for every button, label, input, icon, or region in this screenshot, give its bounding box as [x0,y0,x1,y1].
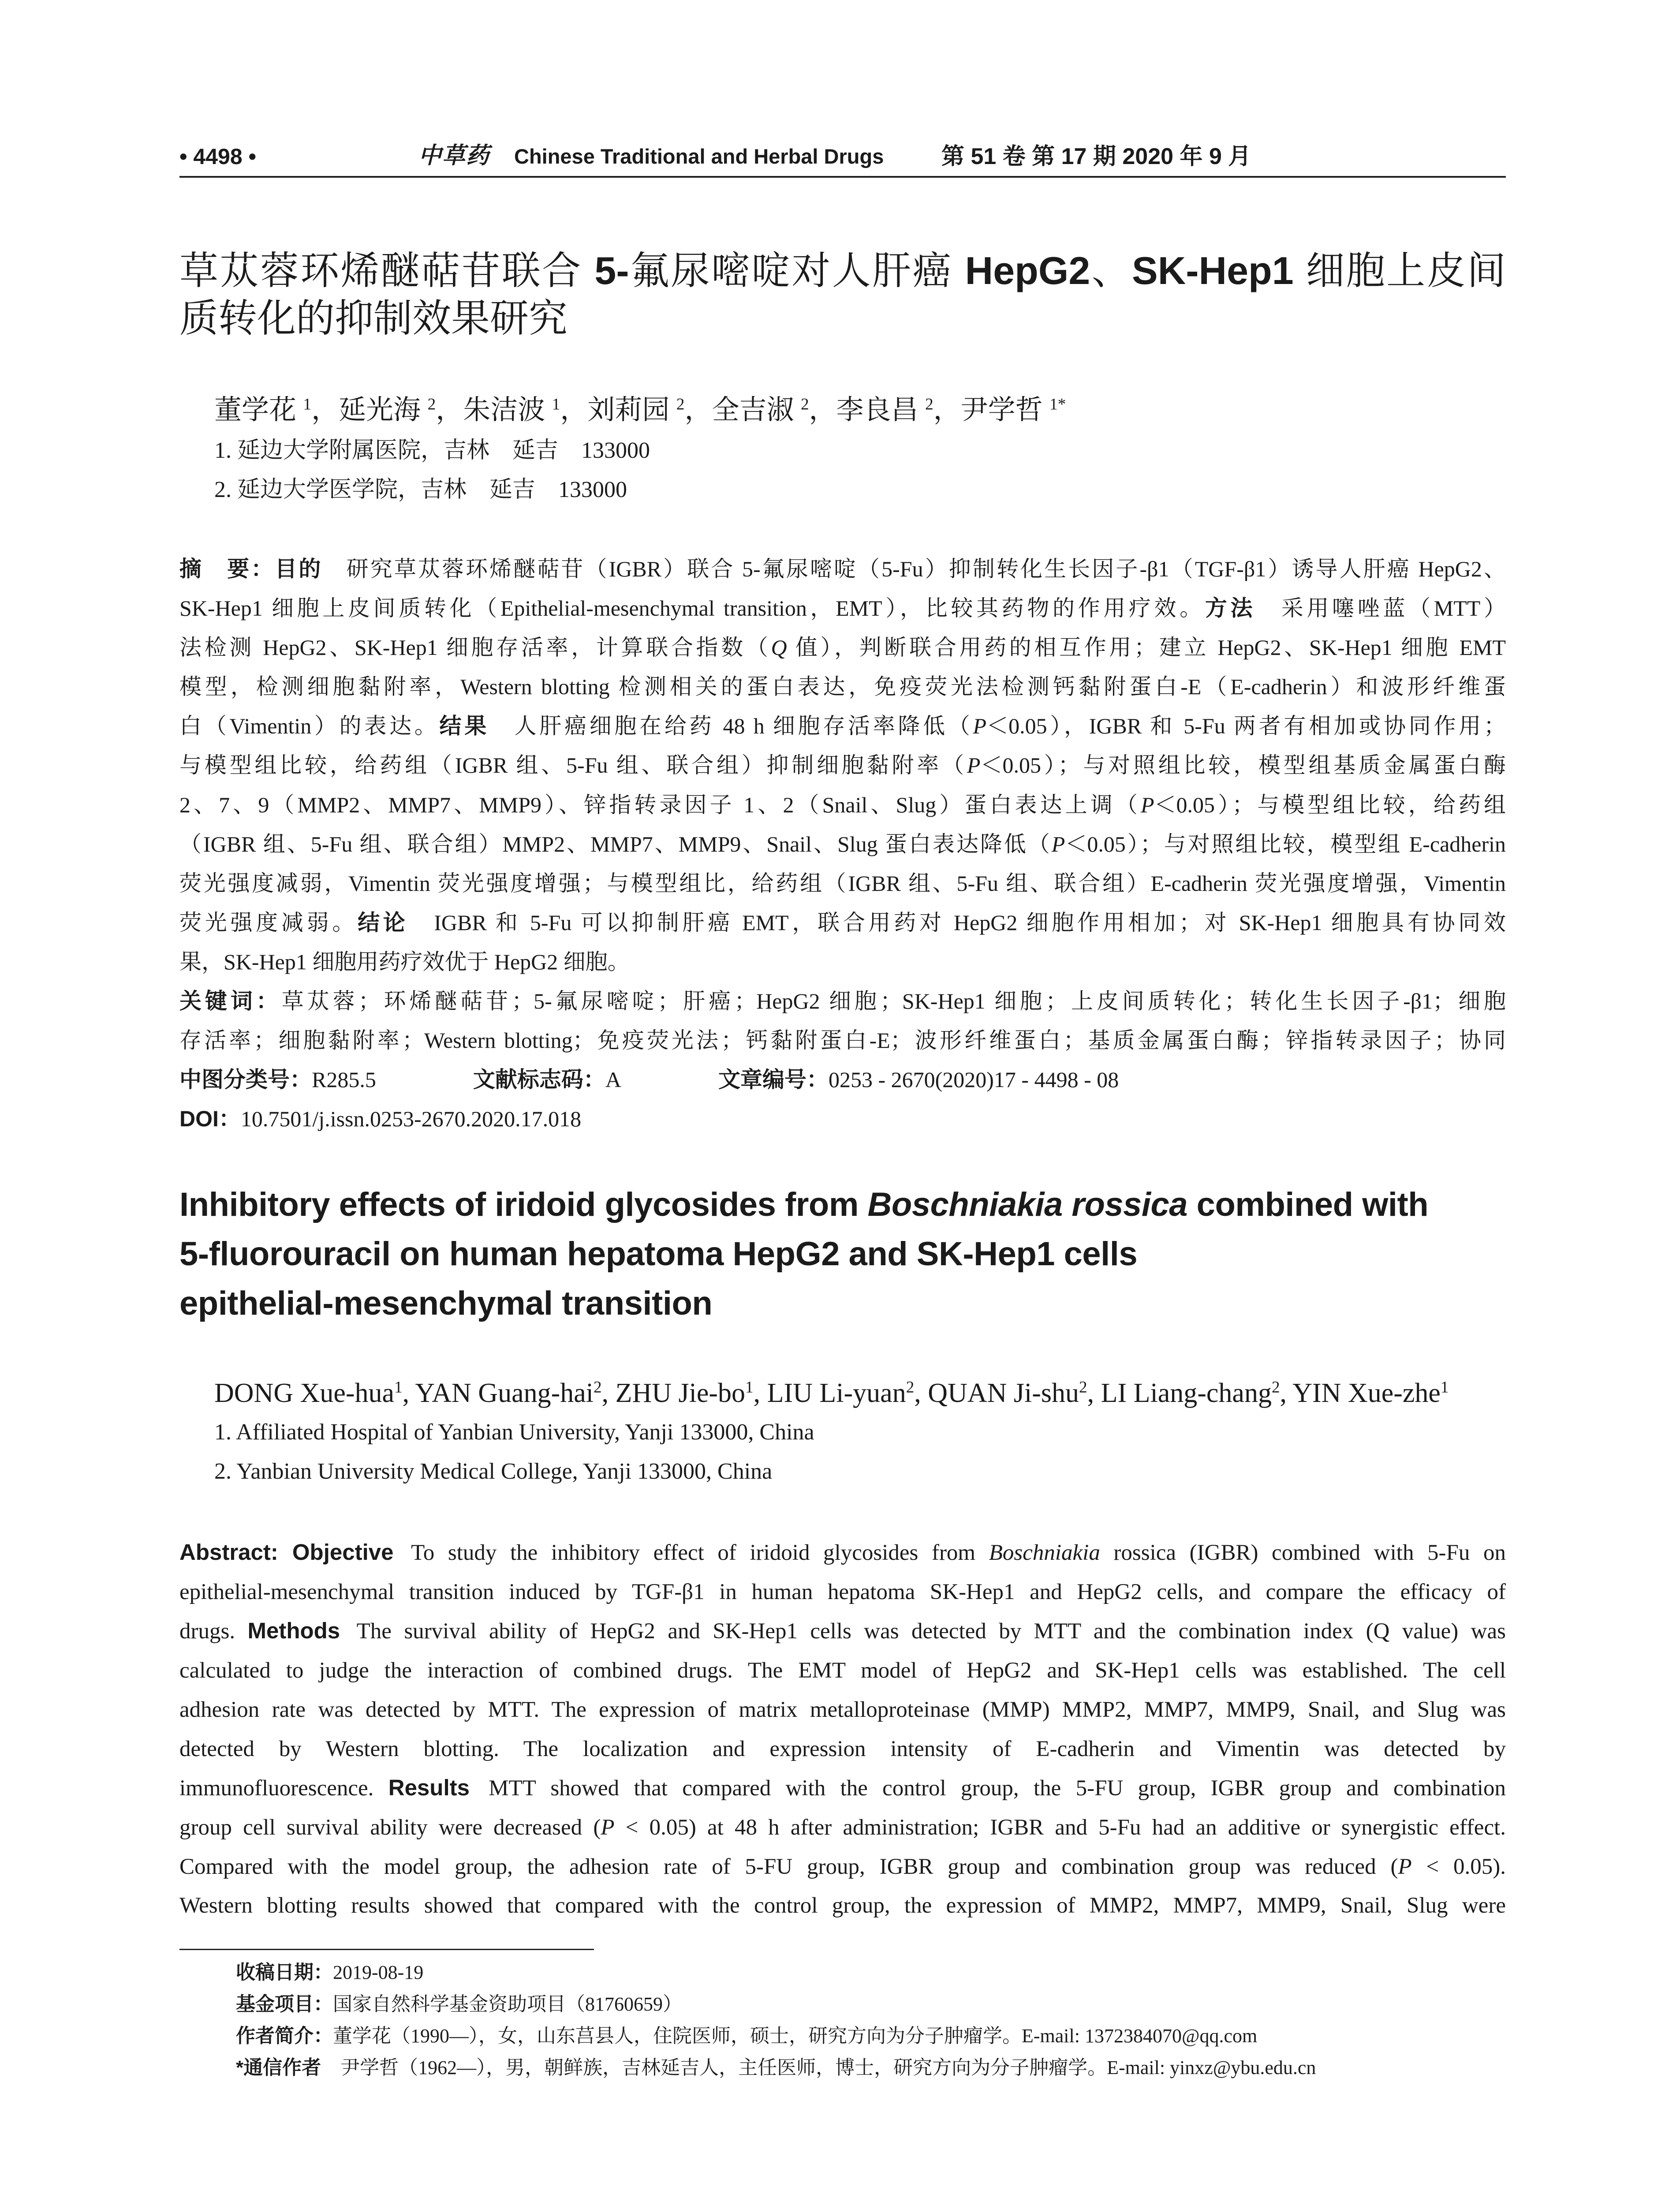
text-run: adhesion rate was detected by MTT. The expression of matrix metalloproteinase (MMP) MMP2, MMP7, MMP9, Snail, and Slug was [179,1697,1506,1722]
text-run: 董学花（1990—），女，山东莒县人，住院医师，硕士，研究方向为分子肿瘤学。E-mail: 1372384070@qq.com [333,2025,1258,2047]
italic-run: P [1140,792,1154,817]
text-run: 模型，检测细胞黏附率，Western blotting 检测相关的蛋白表达，免疫荧光法检测钙黏附蛋白-E（E-cadherin）和波形纤维蛋 [179,674,1506,699]
text-run: , LIU Li-yuan [753,1378,906,1408]
abstract-en-line [179,1611,1506,1651]
text-run: Compared with the model group, the adhesion rate of 5-FU group, IGBR group and combination group was reduced ( [179,1854,1398,1879]
text-run: ＜0.05）；与对照组比较，模型组基质金属蛋白酶 [980,753,1506,778]
italic-run: Q [771,635,787,660]
text-run: rossica (IGBR) combined with 5-Fu on [1100,1540,1506,1565]
affiliations-cn [214,431,1506,509]
title-cn-line [179,247,1506,295]
text-run: 存活率；细胞黏附率；Western blotting；免疫荧光法；钙黏附蛋白-E；波形纤维蛋白；基质金属蛋白酶；锌指转录因子；协同 [179,1028,1506,1053]
text-run: MTT showed that compared with the control group, the 5-FU group, IGBR group and combination [474,1776,1506,1801]
text-run: 草苁蓉环烯醚萜苷联合 [179,249,595,292]
superscript: 1 [552,395,560,414]
abstract-cn-line [179,746,1506,785]
text-run: 研究草苁蓉环烯醚萜苷（IGBR）联合 5-氟尿嘧啶（5-Fu）抑制转化生长因子-β1（TGF-β1）诱导人肝癌 HepG2、 [322,557,1506,581]
text-run: immunofluorescence. [179,1776,388,1801]
abstract-en-line [179,1690,1506,1730]
abstract-cn-line [179,667,1506,706]
text-run: 白（Vimentin）的表达。 [179,714,440,739]
superscript: 1 [1440,1378,1449,1397]
text-run: DONG Xue-hua [214,1378,395,1408]
superscript: 2 [594,1378,602,1397]
italic-run: Boschniakia rossica [867,1186,1188,1223]
text-run: 国家自然科学基金资助项目（81760659） [333,1993,682,2015]
text-run: R285.5 [312,1067,376,1092]
bold-run: 结论 [358,910,409,935]
bold-run: 结果 [439,714,489,739]
bold-run: DOI： [179,1106,241,1132]
bold-run: Methods [247,1618,340,1644]
superscript: 1* [1049,395,1066,414]
text-run: 2、7、9（MMP2、MMP7、MMP9）、锌指转录因子 1、2（Snail、Slug）蛋白表达上调（ [179,792,1141,817]
text-run: ＜0.05）；与对照组比较，模型组 E-cadherin [1065,831,1506,856]
abstract-cn-line [179,903,1506,942]
text-run: Inhibitory effects of iridoid glycosides from [179,1186,868,1223]
journal-logo-cn: 中草药 [418,143,490,168]
text-run: 、 [1090,249,1132,292]
text-run: 与模型组比较，给药组（IGBR 组、5-Fu 组、联合组）抑制细胞黏附率（ [179,753,967,778]
superscript: 1 [303,395,312,414]
text-run: , YAN Guang-hai [402,1378,594,1408]
text-run: drugs. [179,1619,248,1644]
text-run: ，李良昌 [809,395,926,425]
text-run: 荧光强度减弱。 [179,910,358,935]
bold-run: HepG2 [965,249,1090,292]
footnotes [236,1957,1506,2084]
text-run: 草苁蓉；环烯醚萜苷；5-氟尿嘧啶；肝癌；HepG2 细胞；SK-Hep1 细胞；上皮间质转化；转化生长因子-β1；细胞 [281,989,1506,1014]
italic-run: Boschniakia [989,1540,1100,1565]
text-run: The survival ability of HepG2 and SK-Hep1 cells was detected by MTT and the combination index (Q value) was [344,1619,1506,1644]
footnote-line [236,1957,1506,1988]
text-run: 荧光强度减弱，Vimentin 荧光强度增强；与模型组比，给药组（IGBR 组、5-Fu 组、联合组）E-cadherin 荧光强度增强，Vimentin [179,871,1506,896]
affiliation-item: 2. Yanbian University Medical College, Yanji 133000, China [214,1459,773,1484]
bold-run: SK-Hep1 [1132,249,1294,292]
text-run: 0253 - 2670(2020)17 - 4498 - 08 [828,1067,1119,1092]
text-run: , QUAN Ji-shu [914,1378,1079,1408]
abstract-en-line [179,1573,1506,1612]
abstract-cn-line [179,1021,1506,1060]
text-run: 尹学哲（1962—），男，朝鲜族，吉林延吉人，主任医师，博士，研究方向为分子肿瘤学。E-mail: yinxz@ybu.edu.cn [321,2057,1316,2078]
bold-run: Results [388,1775,470,1801]
text-run: , LI Liang-chang [1087,1378,1272,1408]
footnote-line [236,2020,1506,2052]
abstract-en-line [179,1847,1506,1887]
abstract-cn-line [179,1060,1506,1099]
text-run: 采用噻唑蓝（MTT） [1256,596,1506,621]
text-run: combined with [1187,1186,1429,1223]
text-run: 细胞上皮间 [1293,249,1506,292]
bold-run: 文献标志码： [473,1067,605,1092]
bold-run: 作者简介： [236,2025,333,2047]
author-list-line [214,394,1506,426]
text-run: To study the inhibitory effect of iridoid glycosides from [398,1540,989,1565]
title-cn [179,247,1506,342]
text-run: group cell survival ability were decreased ( [179,1815,601,1840]
text-run: ，延光海 [311,395,428,425]
text-run: , YIN Xue-zhe [1280,1378,1441,1408]
superscript: 1 [745,1378,754,1397]
abstract-en-line [179,1730,1506,1769]
superscript: 2 [1271,1378,1280,1397]
abstract-cn-line [179,1099,1506,1139]
text-run: ，刘莉园 [560,395,676,425]
abstract-cn-line [179,549,1506,589]
italic-run: P [1051,831,1065,856]
text-run: , ZHU Jie-bo [601,1378,746,1408]
text-run: < 0.05). [1411,1854,1506,1879]
abstract-cn [179,549,1506,1139]
author-list-line [214,1375,1506,1411]
text-run: 董学花 [214,395,303,425]
affiliation-item: 1. Affiliated Hospital of Yanbian University, Yanji 133000, China [214,1420,814,1445]
italic-run: P [973,714,987,739]
text-run: ＜0.05），IGBR 和 5-Fu 两者有相加或协同作用； [986,714,1506,739]
italic-run: P [967,753,981,778]
text-run: 5-fluorouracil on human hepatoma HepG2 and SK-Hep1 cells [179,1235,1138,1273]
bold-run: 关键词： [179,989,282,1014]
text-run: ，全吉淑 [684,395,801,425]
page-number: • 4498 • [179,144,257,169]
italic-run: P [1398,1854,1412,1879]
bold-run: 收稿日期： [236,1962,333,1983]
authors-en [214,1375,1506,1411]
superscript: 1 [394,1378,403,1397]
abstract-en-line [179,1768,1506,1808]
superscript: 2 [427,395,436,414]
abstract-en-line [179,1808,1506,1847]
text-run: 值），判断联合用药的相互作用；建立 HepG2、SK-Hep1 细胞 EMT [787,635,1506,660]
footnote-line [236,1988,1506,2020]
abstract-cn-line [179,706,1506,746]
affiliation-item: 1. 延边大学附属医院，吉林 延吉 133000 [214,438,650,463]
abstract-cn-line [179,864,1506,903]
text-run: 10.7501/j.issn.0253-2670.2020.17.018 [240,1106,582,1132]
footnote-line [236,2052,1506,2084]
title-en-line [179,1279,1506,1328]
abstract-en [179,1533,1506,1925]
text-run: 2019-08-19 [333,1962,424,1983]
abstract-en-line [179,1533,1506,1573]
superscript: 2 [1079,1378,1087,1397]
superscript: 2 [676,395,685,414]
bold-run: 文章编号： [718,1067,829,1092]
text-run: 质转化的抑制效果研究 [179,296,568,340]
bold-run: 5- [594,249,629,292]
abstract-cn-line [179,942,1506,982]
issue-info: 第 51 卷 第 17 期 2020 年 9 月 [941,144,1251,169]
italic-run: P [601,1815,615,1840]
text-run: IGBR 和 5-Fu 可以抑制肝癌 EMT，联合用药对 HepG2 细胞作用相加；对 SK-Hep1 细胞具有协同效 [408,910,1506,935]
title-en-line [179,1180,1506,1230]
header-rule [179,176,1506,178]
affiliation-item: 2. 延边大学医学院，吉林 延吉 133000 [214,477,627,502]
abstract-cn-line [179,982,1506,1021]
superscript: 2 [800,395,809,414]
text-run: epithelial-mesenchymal transition induced by TGF-β1 in human hepatoma SK-Hep1 and HepG2 cells, and compare the efficacy of [179,1579,1506,1604]
text-run: （IGBR 组、5-Fu 组、联合组）MMP2、MMP7、MMP9、Snail、Slug 蛋白表达降低（ [179,831,1052,856]
journal-name-en: Chinese Traditional and Herbal Drugs [514,145,884,168]
footnote-rule [179,1949,594,1950]
bold-run: 摘 要：目的 [179,557,323,581]
text-run: 果，SK-Hep1 细胞用药疗效优于 HepG2 细胞。 [179,949,630,974]
bold-run: Abstract: Objective [179,1540,394,1565]
bold-run: 基金项目： [236,1993,333,2015]
abstract-en-line [179,1651,1506,1690]
title-en [179,1180,1506,1328]
text-run: 人肝癌细胞在给药 48 h 细胞存活率降低（ [489,714,973,739]
text-run: detected by Western blotting. The localization and expression intensity of E-cadherin and Vimentin was detected by [179,1736,1506,1761]
abstract-en-line [179,1886,1506,1925]
authors-cn [214,394,1506,426]
text-run: 法检测 HepG2、SK-Hep1 细胞存活率，计算联合指数（ [179,635,771,660]
abstract-cn-line [179,628,1506,667]
abstract-cn-line [179,825,1506,864]
text-run: ＜0.05）；与模型组比较，给药组 [1154,792,1506,817]
text-run: ，朱洁波 [436,395,552,425]
text-run: < 0.05) at 48 h after administration; IGBR and 5-Fu had an additive or synergistic effect. [614,1815,1506,1840]
superscript: 2 [906,1378,915,1397]
text-run: A [605,1067,621,1092]
text-run: SK-Hep1 细胞上皮间质转化（Epithelial-mesenchymal transition，EMT），比较其药物的作用疗效。 [179,596,1205,621]
text-run: calculated to judge the interaction of combined drugs. The EMT model of HepG2 and SK-Hep1 cells was established. The cell [179,1658,1506,1683]
text-run: epithelial-mesenchymal transition [179,1285,713,1322]
text-run: 氟尿嘧啶对人肝癌 [629,249,965,292]
title-en-line [179,1230,1506,1279]
title-cn-line [179,295,1506,342]
text-run: ，尹学哲 [933,395,1050,425]
bold-run: 中图分类号： [179,1067,312,1092]
abstract-cn-line [179,589,1506,628]
bold-run: *通信作者 [236,2057,321,2078]
bold-run: 方法 [1205,596,1256,621]
superscript: 2 [925,395,933,414]
affiliations-en [214,1413,1506,1491]
text-run: Western blotting results showed that compared with the control group, the expression of MMP2, MMP7, MMP9, Snail, Slug were [179,1893,1506,1918]
abstract-cn-line [179,785,1506,825]
